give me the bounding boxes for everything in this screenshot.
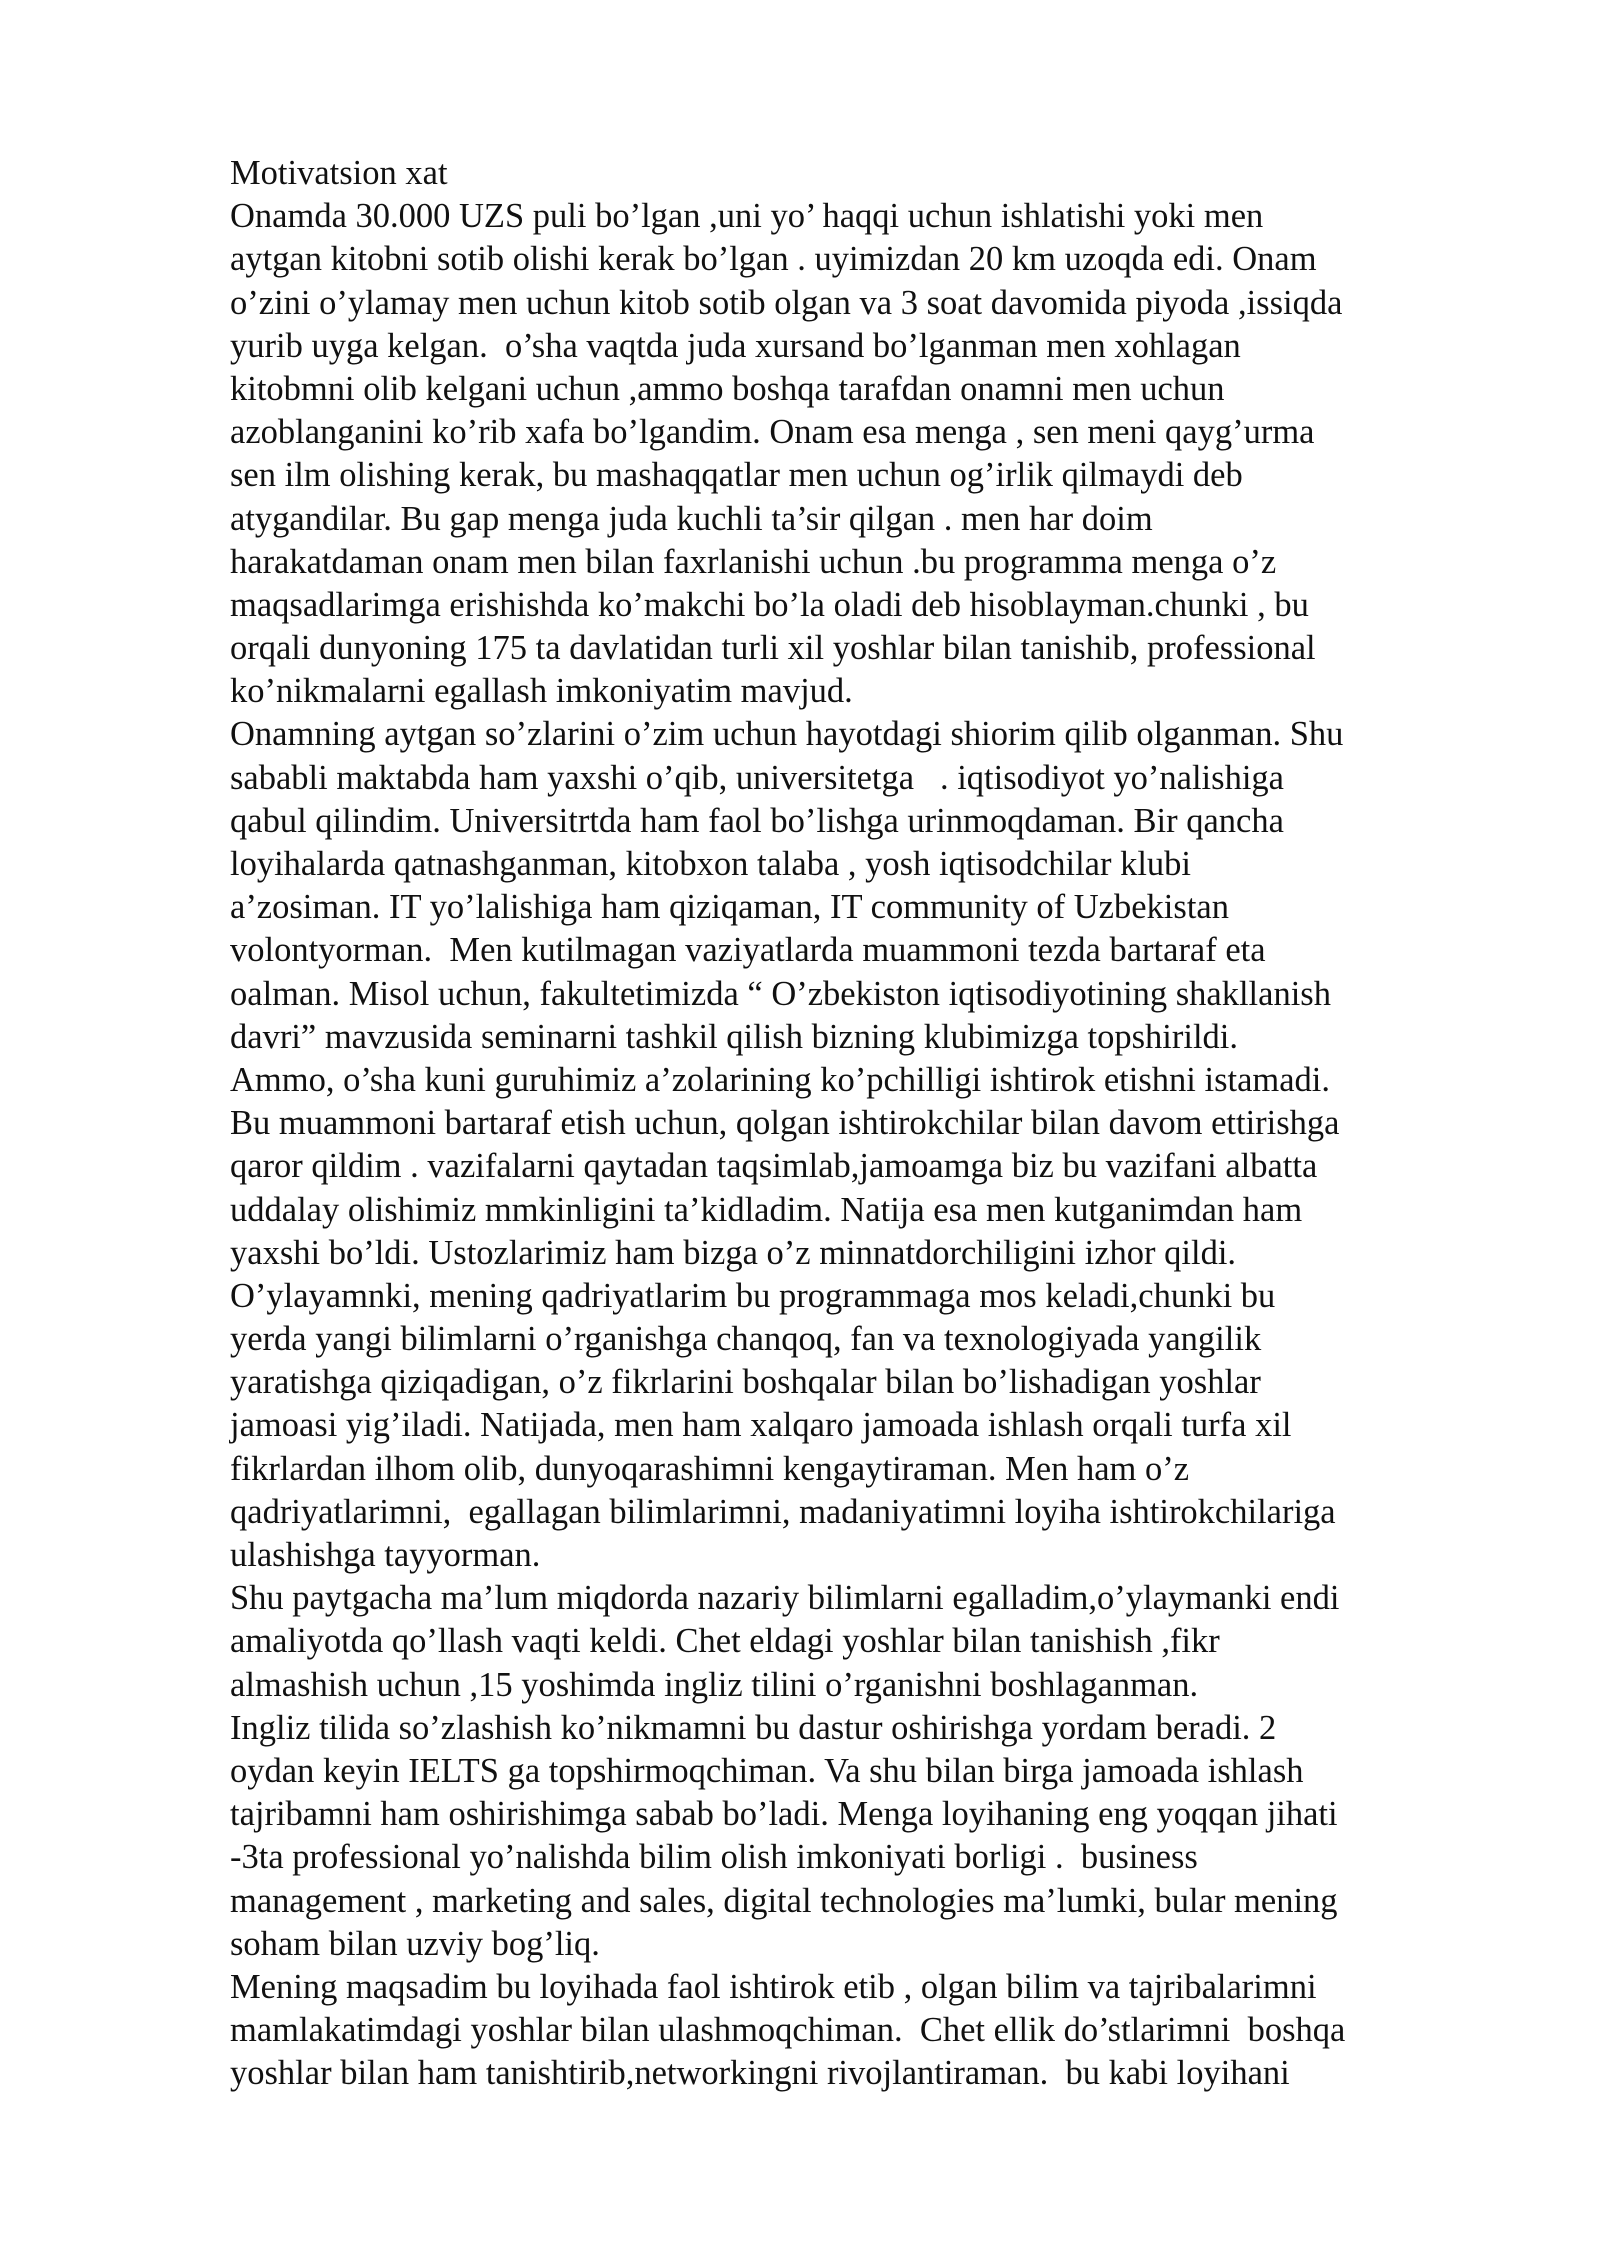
text-line: maqsadlarimga erishishda ko’makchi bo’la oladi deb hisoblayman.chunki , bu — [230, 585, 1309, 624]
text-line: Ingliz tilida so’zlashish ko’nikmamni bu dastur oshirishga yordam beradi. 2 — [230, 1708, 1277, 1747]
text-line: mamlakatimdagi yoshlar bilan ulashmoqchiman. Chet ellik do’stlarimni boshqa — [230, 2011, 1346, 2050]
text-line: Onamning aytgan so’zlarini o’zim uchun hayotdagi shiorim qilib olganman. Shu — [230, 715, 1344, 754]
text-line: davri” mavzusida seminarni tashkil qilish bizning klubimizga topshirildi. — [230, 1017, 1238, 1056]
text-line: yurib uyga kelgan. o’sha vaqtda juda xursand bo’lganman men xohlagan — [230, 326, 1241, 365]
text-line: ulashishga tayyorman. — [230, 1536, 541, 1574]
text-line: sen ilm olishing kerak, bu mashaqqatlar men uchun og’irlik qilmaydi deb — [230, 456, 1243, 495]
text-line: uddalay olishimiz mmkinligini ta’kidladim. Natija esa men kutganimdan ham — [230, 1190, 1303, 1229]
text-line: loyihalarda qatnashganman, kitobxon talaba , yosh iqtisodchilar klubi — [230, 845, 1191, 883]
text-line: o’zini o’ylamay men uchun kitob sotib olgan va 3 soat davomida piyoda ,issiqda — [230, 283, 1343, 322]
text-line: tajribamni ham oshirishimga sabab bo’ladi. Menga loyihaning eng yoqqan jihati — [230, 1795, 1338, 1834]
text-line: qaror qildim . vazifalarni qaytadan taqsimlab,jamoamga biz bu vazifani albatta — [230, 1147, 1318, 1186]
text-line: a’zosiman. IT yo’lalishiga ham qiziqaman, IT community of Uzbekistan — [230, 888, 1229, 927]
text-line: atygandilar. Bu gap menga juda kuchli ta’sir qilgan . men har doim — [230, 499, 1153, 538]
text-line: yaratishga qiziqadigan, o’z fikrlarini boshqalar bilan bo’lishadigan yoshlar — [230, 1363, 1261, 1402]
text-line: sababli maktabda ham yaxshi o’qib, universitetga . iqtisodiyot yo’nalishiga — [230, 758, 1284, 797]
text-line: Ammo, o’sha kuni guruhimiz a’zolarining ko’pchilligi ishtirok etishni istamadi. — [230, 1060, 1331, 1099]
text-line: soham bilan uzviy bog’liq. — [230, 1924, 600, 1963]
text-line: qabul qilindim. Universitrtda ham faol bo’lishga urinmoqdaman. Bir qancha — [230, 801, 1284, 840]
text-line: Mening maqsadim bu loyihada faol ishtirok etib , olgan bilim va tajribalarimni — [230, 1967, 1317, 2006]
text-line: aytgan kitobni sotib olishi kerak bo’lgan . uyimizdan 20 km uzoqda edi. Onam — [230, 240, 1317, 279]
text-line: -3ta professional yo’nalishda bilim olish imkoniyati borligi . business — [230, 1838, 1198, 1877]
letter-text — [230, 195, 1500, 2095]
text-line: Onamda 30.000 UZS puli bo’lgan ,uni yo’ haqqi uchun ishlatishi yoki men — [230, 197, 1264, 236]
letter-body — [230, 152, 1500, 2095]
text-line: yerda yangi bilimlarni o’rganishga chanqoq, fan va texnologiyada yangilik — [230, 1320, 1262, 1359]
text-line: harakatdaman onam men bilan faxrlanishi uchun .bu programma menga o’z — [230, 542, 1277, 581]
text-line: Shu paytgacha ma’lum miqdorda nazariy bilimlarni egalladim,o’ylaymanki endi — [230, 1579, 1340, 1618]
text-line: volontyorman. Men kutilmagan vaziyatlarda muammoni tezda bartaraf eta — [230, 931, 1266, 970]
text-line: O’ylayamnki, mening qadriyatlarim bu programmaga mos keladi,chunki bu — [230, 1276, 1276, 1315]
text-line: Bu muammoni bartaraf etish uchun, qolgan ishtirokchilar bilan davom ettirishga — [230, 1104, 1340, 1143]
text-line: jamoasi yig’iladi. Natijada, men ham xalqaro jamoada ishlash orqali turfa xil — [230, 1406, 1292, 1445]
text-line: oydan keyin IELTS ga topshirmoqchiman. Va shu bilan birga jamoada ishlash — [230, 1751, 1304, 1790]
text-line: qadriyatlarimni, egallagan bilimlarimni, madaniyatimni loyiha ishtirokchilariga — [230, 1492, 1336, 1531]
text-line: amaliyotda qo’llash vaqti keldi. Chet eldagi yoshlar bilan tanishish ,fikr — [230, 1622, 1220, 1661]
text-line: orqali dunyoning 175 ta davlatidan turli xil yoshlar bilan tanishib, professional — [230, 629, 1316, 668]
text-line: yoshlar bilan ham tanishtirib,networkingni rivojlantiraman. bu kabi loyihani — [230, 2054, 1290, 2093]
document-title: Motivatsion xat — [230, 154, 448, 192]
text-line: management , marketing and sales, digital technologies ma’lumki, bular mening — [230, 1881, 1338, 1920]
text-line: oalman. Misol uchun, fakultetimizda “ O’zbekiston iqtisodiyotining shakllanish — [230, 974, 1331, 1013]
text-line: yaxshi bo’ldi. Ustozlarimiz ham bizga o’z minnatdorchiligini izhor qildi. — [230, 1233, 1237, 1272]
text-line: fikrlardan ilhom olib, dunyoqarashimni kengaytiraman. Men ham o’z — [230, 1449, 1190, 1488]
text-line: azoblanganini ko’rib xafa bo’lgandim. Onam esa menga , sen meni qayg’urma — [230, 413, 1315, 452]
text-line: kitobmni olib kelgani uchun ,ammo boshqa tarafdan onamni men uchun — [230, 369, 1225, 408]
text-line: ko’nikmalarni egallash imkoniyatim mavjud. — [230, 672, 853, 711]
text-line: almashish uchun ,15 yoshimda ingliz tilini o’rganishni boshlaganman. — [230, 1665, 1199, 1704]
